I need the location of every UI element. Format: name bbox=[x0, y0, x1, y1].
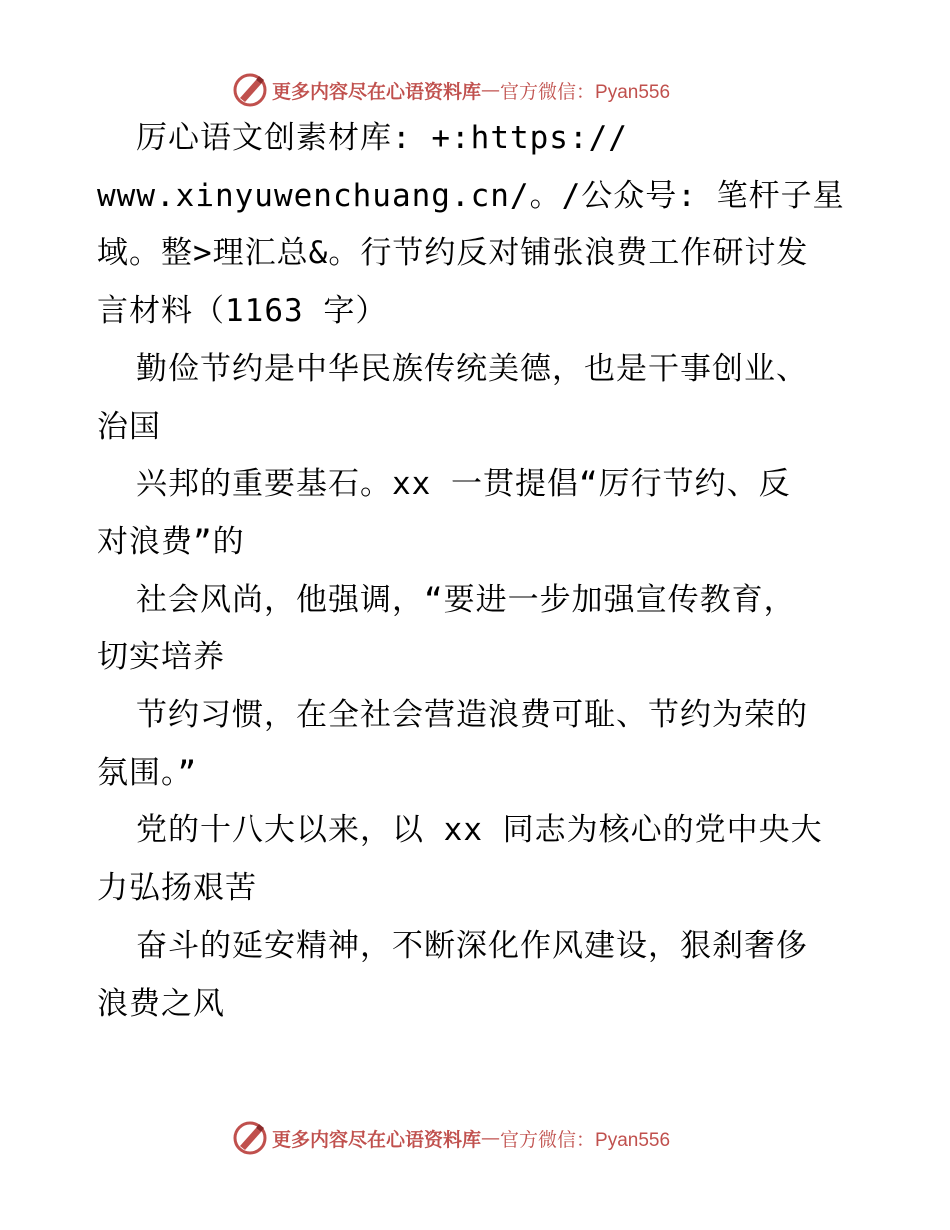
banner-dash: — bbox=[481, 79, 501, 101]
text-line: 切实培养 bbox=[97, 639, 225, 675]
text-line: 对浪费”的 bbox=[97, 524, 245, 560]
text-line: 奋斗的延安精神，不断深化作风建设，狠刹奢侈 bbox=[136, 928, 808, 964]
pen-logo-icon bbox=[232, 1120, 268, 1156]
text-line: 厉心语文创素材库: +:https:// bbox=[136, 120, 628, 156]
text-line: 党的十八大以来，以 xx 同志为核心的党中央大 bbox=[136, 812, 823, 848]
pen-logo-icon bbox=[232, 72, 268, 108]
text-line: 浪费之风 bbox=[97, 986, 225, 1022]
text-line: 社会风尚，他强调，“要进一步加强宣传教育， bbox=[136, 582, 796, 618]
text-line: 言材料（1163 字） bbox=[97, 293, 388, 329]
text-line: 域。整>理汇总&。行节约反对铺张浪费工作研讨发 bbox=[97, 235, 809, 271]
text-line: 兴邦的重要基石。xx 一贯提倡“厉行节约、反 bbox=[136, 466, 791, 502]
banner-main-text: 更多内容尽在心语资料库 bbox=[272, 1128, 482, 1151]
banner-account-text: 官方微信：Pyan556 bbox=[500, 81, 671, 103]
text-line: 治国 bbox=[97, 409, 161, 445]
footer-banner bbox=[232, 1118, 732, 1158]
banner-main-text: 更多内容尽在心语资料库 bbox=[272, 80, 482, 103]
text-line: 氛围。” bbox=[97, 755, 198, 791]
banner-account-text: 官方微信：Pyan556 bbox=[500, 1129, 671, 1151]
banner-dash: — bbox=[481, 1127, 501, 1149]
text-line: 节约习惯，在全社会营造浪费可耻、节约为荣的 bbox=[136, 697, 808, 733]
text-line: 勤俭节约是中华民族传统美德，也是干事创业、 bbox=[136, 351, 808, 387]
text-line: 力弘扬艰苦 bbox=[97, 870, 257, 906]
text-line: www.xinyuwenchuang.cn/。/公众号: 笔杆子星 bbox=[97, 178, 845, 214]
header-banner bbox=[232, 70, 732, 110]
